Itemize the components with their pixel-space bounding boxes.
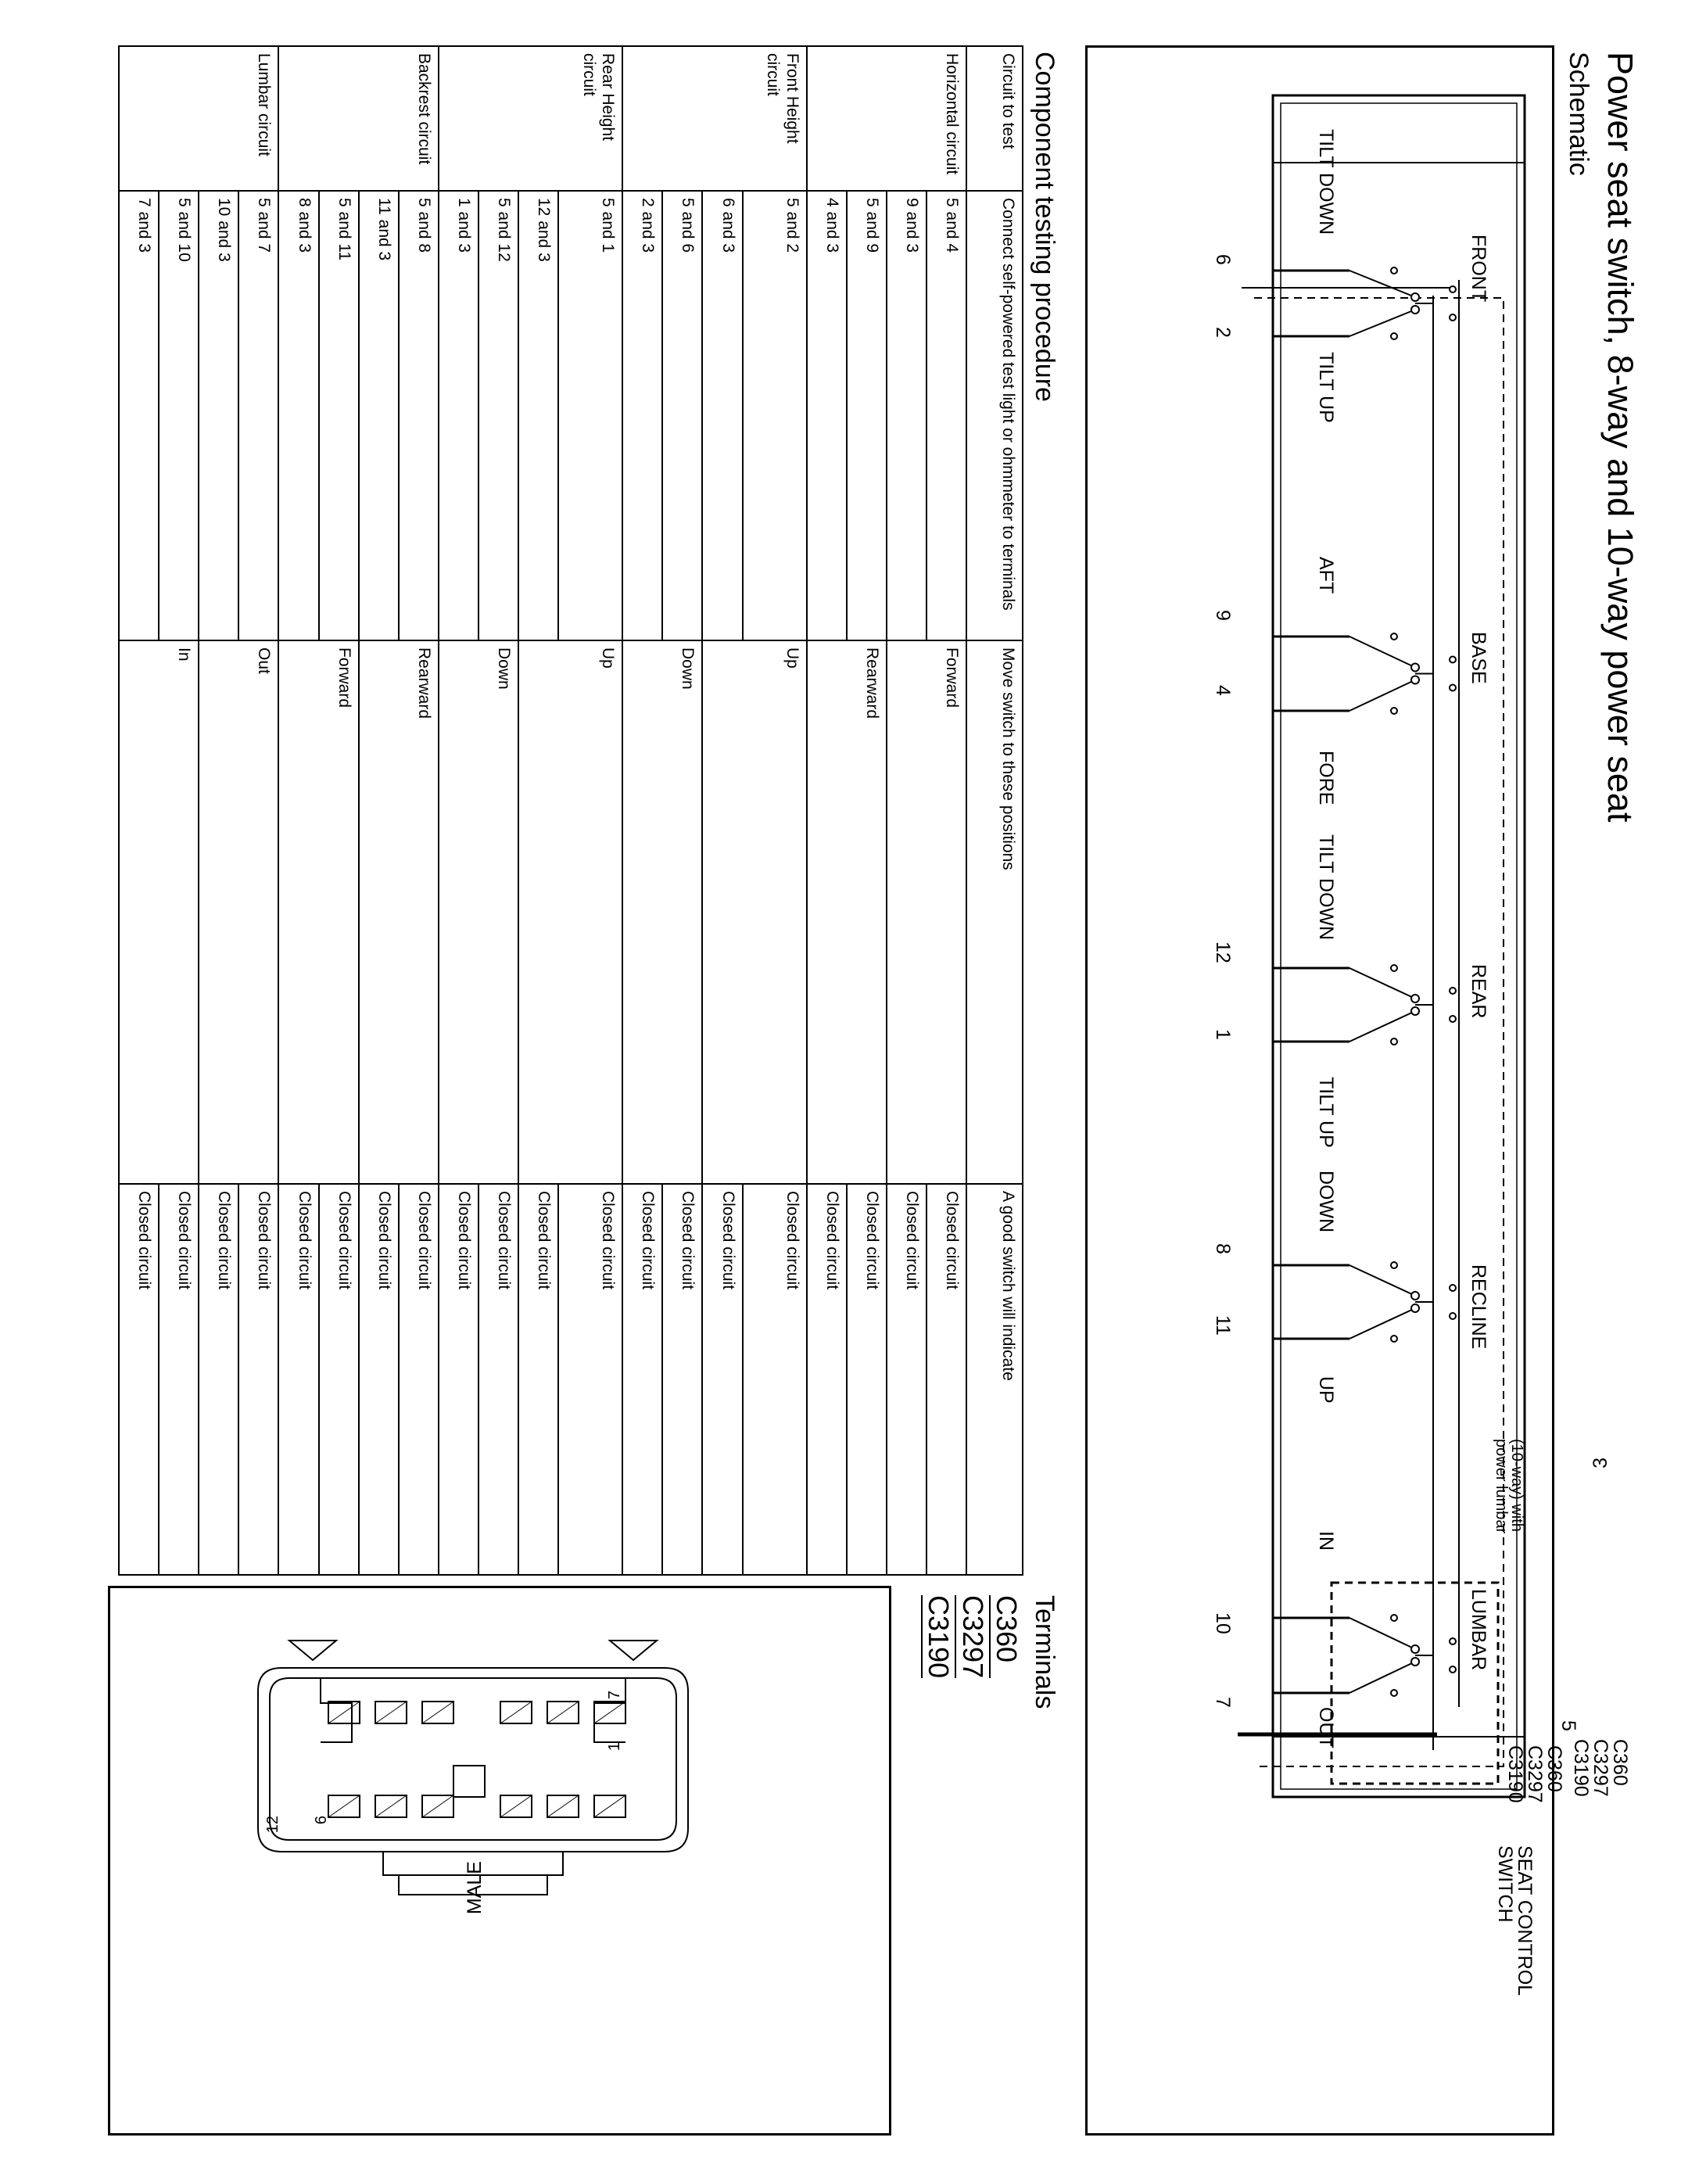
procedure-terminals-cell: 7 and 3 (119, 191, 159, 640)
switch-contacts (1273, 267, 1456, 1696)
connector-pin-mark (328, 1795, 360, 1817)
connector-pin-mark (547, 1702, 579, 1723)
switch-arm (1349, 1265, 1415, 1296)
connector-pin-mark (500, 1795, 532, 1817)
procedure-terminals-cell: 5 and 4 (927, 191, 966, 640)
pin-11: 11 (1212, 1315, 1234, 1336)
switch-contact (1391, 333, 1397, 339)
switch-arm (1349, 1662, 1415, 1693)
switch-arm (1349, 271, 1415, 297)
pin-label-1: 1 (606, 1742, 623, 1752)
procedure-position-cell: Up (558, 640, 622, 1184)
section-recline-right-label: UP (1315, 1376, 1337, 1404)
procedure-terminals-cell: 12 and 3 (518, 191, 558, 640)
connector-pin-mark (375, 1795, 407, 1817)
pin-6: 6 (1212, 254, 1234, 265)
switch-contact (1450, 1016, 1456, 1022)
switch-pole (1411, 1304, 1419, 1312)
connector-drawing (108, 1586, 891, 2136)
procedure-result-cell: Closed circuit (399, 1184, 439, 1575)
procedure-position-cell: In (159, 640, 199, 1184)
connector-top-labels (1571, 1739, 1629, 1797)
procedure-result-cell: Closed circuit (518, 1184, 558, 1575)
procedure-terminals-cell: 5 and 9 (847, 191, 887, 640)
schematic-heading: Schematic (1564, 52, 1593, 176)
procedure-terminals-cell: 2 and 3 (622, 191, 662, 640)
switch-label (1495, 1845, 1534, 1996)
pin-2: 2 (1212, 327, 1234, 338)
terminals-connector-c360: C360 (989, 1595, 1023, 1678)
procedure-result-cell: Closed circuit (238, 1184, 278, 1575)
procedure-circuit-cell (847, 46, 887, 191)
procedure-circuit-cell (159, 46, 199, 191)
page-title: Power seat switch, 8-way and 10-way power seat (1600, 52, 1640, 823)
procedure-position-cell: Down (478, 640, 518, 1184)
connector-bottom-labels (1505, 1745, 1564, 1803)
pin-12: 12 (1212, 941, 1234, 963)
section-lumbar-left-label: IN (1315, 1531, 1337, 1551)
lumbar-note-line1: (10-way) with (1508, 1439, 1525, 1532)
connector-top-c3190: C3190 (1570, 1739, 1592, 1797)
procedure-terminals-cell: 10 and 3 (199, 191, 238, 640)
procedure-result-cell: Closed circuit (119, 1184, 159, 1575)
switch-pole (1411, 1645, 1419, 1653)
section-front-left-label: TILT DOWN (1315, 129, 1337, 235)
switch-pole (1411, 995, 1419, 1002)
procedure-result-cell: Closed circuit (887, 1184, 927, 1575)
switch-pole (1411, 676, 1419, 684)
procedure-terminals-cell: 5 and 1 (558, 191, 622, 640)
schematic-power-pin: 3 (1590, 1458, 1611, 1469)
procedure-circuit-cell (279, 46, 319, 191)
switch-pole (1411, 1658, 1419, 1666)
connector-pin-mark (422, 1702, 453, 1723)
switch-pole (1411, 664, 1419, 672)
section-base-name: BASE (1468, 632, 1489, 684)
switch-arm (1349, 968, 1415, 999)
switch-pole (1411, 1007, 1419, 1015)
pin-8: 8 (1212, 1243, 1234, 1254)
procedure-position-cell: Rearward (399, 640, 439, 1184)
connector-top-c360: C360 (1609, 1739, 1631, 1786)
procedure-result-cell: Closed circuit (847, 1184, 887, 1575)
switch-contact (1450, 685, 1456, 691)
switch-arm (1349, 1618, 1415, 1649)
switch-contact (1450, 1313, 1456, 1319)
connector-bottom-c3190: C3190 (1504, 1745, 1526, 1803)
procedure-circuit-cell (119, 46, 159, 191)
procedure-position-cell: Out (238, 640, 278, 1184)
procedure-header-cell: Connect self-powered test light or ohmmeter to terminals (966, 191, 1023, 640)
connector-top-c3297: C3297 (1590, 1739, 1611, 1797)
pin-4: 4 (1212, 685, 1234, 696)
section-base-right-label: FORE (1315, 751, 1337, 805)
pin-label-7: 7 (606, 1691, 623, 1700)
pin-label-12: 12 (264, 1816, 281, 1834)
terminals-connector-c3297: C3297 (955, 1595, 988, 1678)
procedure-result-cell: Closed circuit (359, 1184, 399, 1575)
switch-contact (1391, 1615, 1397, 1621)
procedure-circuit-cell (319, 46, 359, 191)
switch-pole (1411, 306, 1419, 314)
procedure-circuit-cell: Front Height circuit (743, 46, 807, 191)
pin-1: 1 (1212, 1029, 1234, 1040)
switch-contact (1391, 1690, 1397, 1696)
procedure-terminals-cell: 5 and 11 (319, 191, 359, 640)
procedure-result-cell: Closed circuit (807, 1184, 847, 1575)
procedure-header-cell: A good switch will indicate (966, 1184, 1023, 1575)
procedure-header-cell: Move switch to these positions (966, 640, 1023, 1184)
switch-pole (1411, 293, 1419, 301)
procedure-position-cell: Down (662, 640, 702, 1184)
switch-label-line2: SWITCH (1494, 1845, 1516, 1923)
connector-pin-mark (328, 1702, 360, 1723)
connector-pin-mark (547, 1795, 579, 1817)
procedure-circuit-cell: Rear Height circuit (558, 46, 622, 191)
terminals-connector-c3190: C3190 (921, 1595, 955, 1678)
procedure-result-cell: Closed circuit (199, 1184, 238, 1575)
section-rear-right-label: TILT UP (1315, 1077, 1337, 1148)
procedure-terminals-cell: 5 and 2 (743, 191, 807, 640)
section-rear-left-label: TILT DOWN (1315, 834, 1337, 941)
procedure-circuit-cell: Horizontal circuit (927, 46, 966, 191)
procedure-terminals-cell: 5 and 8 (399, 191, 439, 640)
terminals-heading: Terminals (1030, 1595, 1059, 1709)
procedure-result-cell: Closed circuit (159, 1184, 199, 1575)
switch-contact (1391, 633, 1397, 640)
procedure-circuit-cell: Backrest circuit (399, 46, 439, 191)
procedure-position-cell: Forward (319, 640, 359, 1184)
switch-arm (1349, 680, 1415, 712)
connector-pin-mark (500, 1702, 532, 1723)
switch-contact (1450, 1666, 1456, 1673)
switch-pole (1411, 1292, 1419, 1300)
switch-contact (1450, 1638, 1456, 1644)
pin-7: 7 (1212, 1697, 1234, 1708)
switch-contact (1391, 1262, 1397, 1268)
procedure-result-cell: Closed circuit (702, 1184, 742, 1575)
switch-arm (1349, 1308, 1415, 1339)
procedure-circuit-cell: Lumbar circuit (238, 46, 278, 191)
procedure-circuit-cell (478, 46, 518, 191)
connector-pin-grid (328, 1702, 625, 1817)
switch-arm (1349, 310, 1415, 336)
procedure-terminals-cell: 5 and 12 (478, 191, 518, 640)
procedure-header-cell: Circuit to test (966, 46, 1023, 191)
procedure-result-cell: Closed circuit (558, 1184, 622, 1575)
switch-contact (1450, 988, 1456, 994)
pin-9: 9 (1212, 610, 1234, 621)
procedure-result-cell: Closed circuit (319, 1184, 359, 1575)
lumbar-note (1493, 1439, 1525, 1533)
procedure-result-cell: Closed circuit (743, 1184, 807, 1575)
switch-contact (1391, 965, 1397, 971)
section-lumbar-right-label: OUT (1315, 1707, 1337, 1748)
switch-contact (1391, 1038, 1397, 1045)
procedure-result-cell: Closed circuit (279, 1184, 319, 1575)
ground-pin: 5 (1557, 1720, 1579, 1731)
connector-bottom-c3297: C3297 (1524, 1745, 1546, 1803)
procedure-position-cell: Up (743, 640, 807, 1184)
connector-pin-mark (594, 1795, 625, 1817)
procedure-terminals-cell: 11 and 3 (359, 191, 399, 640)
procedure-circuit-cell (702, 46, 742, 191)
procedure-terminals-cell: 6 and 3 (702, 191, 742, 640)
procedure-circuit-cell (807, 46, 847, 191)
procedure-result-cell: Closed circuit (439, 1184, 478, 1575)
procedure-result-cell: Closed circuit (662, 1184, 702, 1575)
procedure-heading: Component testing procedure (1030, 52, 1059, 402)
switch-label-line1: SEAT CONTROL (1514, 1845, 1536, 1996)
procedure-circuit-cell (622, 46, 662, 191)
procedure-terminals-cell: 4 and 3 (807, 191, 847, 640)
switch-contact (1450, 314, 1456, 321)
section-lumbar-name: LUMBAR (1468, 1589, 1489, 1671)
procedure-result-cell: Closed circuit (478, 1184, 518, 1575)
section-rear-name: REAR (1468, 964, 1489, 1019)
connector-pin-mark (375, 1702, 407, 1723)
section-front-name: FRONT (1468, 235, 1489, 303)
procedure-position-cell: Rearward (847, 640, 887, 1184)
spacer (116, 206, 1023, 1591)
procedure-circuit-cell (518, 46, 558, 191)
lumbar-note-line2: power lumbar (1493, 1439, 1510, 1534)
switch-contact (1450, 1285, 1456, 1291)
section-recline-left-label: DOWN (1315, 1171, 1337, 1233)
switch-contact (1391, 267, 1397, 274)
procedure-circuit-cell (439, 46, 478, 191)
switch-contact (1391, 1336, 1397, 1342)
procedure-circuit-cell (199, 46, 238, 191)
connector-pin-mark (594, 1702, 625, 1723)
terminals-gender: MALE (464, 1861, 486, 1915)
switch-arm (1349, 1011, 1415, 1042)
connector-bottom-c360: C360 (1543, 1745, 1565, 1792)
procedure-terminals-cell: 8 and 3 (279, 191, 319, 640)
pin-label-6: 6 (313, 1816, 330, 1825)
procedure-terminals-cell: 5 and 7 (238, 191, 278, 640)
section-front-right-label: TILT UP (1315, 352, 1337, 423)
procedure-terminals-cell: 1 and 3 (439, 191, 478, 640)
pin-10: 10 (1212, 1612, 1234, 1634)
procedure-terminals-cell: 5 and 10 (159, 191, 199, 640)
section-base-left-label: AFT (1315, 557, 1337, 594)
procedure-terminals-cell: 9 and 3 (887, 191, 927, 640)
procedure-circuit-cell (662, 46, 702, 191)
procedure-circuit-cell (359, 46, 399, 191)
procedure-terminals-cell: 5 and 6 (662, 191, 702, 640)
switch-contact (1450, 286, 1456, 292)
switch-arm (1349, 637, 1415, 668)
connector-pin-mark (422, 1795, 453, 1817)
procedure-circuit-cell (887, 46, 927, 191)
switch-contact (1450, 657, 1456, 663)
switch-contact (1391, 708, 1397, 714)
section-recline-name: RECLINE (1468, 1264, 1489, 1350)
procedure-result-cell: Closed circuit (927, 1184, 966, 1575)
procedure-position-cell: Forward (927, 640, 966, 1184)
procedure-result-cell: Closed circuit (622, 1184, 662, 1575)
